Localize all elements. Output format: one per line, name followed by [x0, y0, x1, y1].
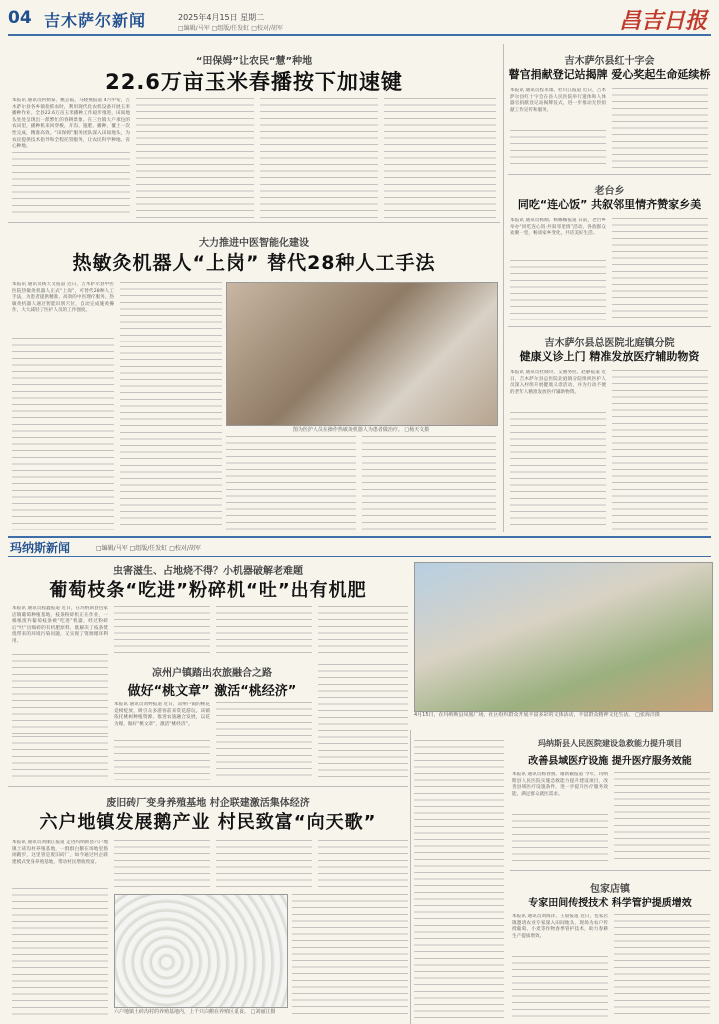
story4-kicker: 凉州户镇踏出农旅融合之路: [152, 668, 272, 679]
lead-body-col3: [260, 98, 378, 218]
right3-body-lines: [510, 412, 606, 530]
right1-headline: 瞽官捐献登记站揭牌 爱心奖起生命延续桥: [508, 68, 711, 81]
page-header: [8, 4, 711, 36]
right2-org: 老台乡: [594, 186, 625, 197]
story2-body-col3: [120, 346, 222, 530]
lead-kicker: “田保姆”让农民“慧”种地: [195, 56, 313, 67]
divider: [510, 870, 711, 871]
newspaper-logo: 昌吉日报: [618, 8, 707, 34]
right2-headline: 同吃“连心饭” 共叙邻里情齐赞家乡美: [517, 198, 702, 211]
section2-header: [8, 536, 711, 557]
moxibustion-robot-photo: [226, 282, 498, 426]
goose-farm-photo: [114, 894, 288, 1008]
right4-headline: 改善县域医疗设施 提升医疗服务效能: [528, 756, 692, 767]
story5-body-col5: [318, 840, 408, 890]
right3-body: 本报讯 通讯员杜晓玲、艾丽努拉、赵静报道 近日，吉木萨尔县总医院北庭镇分院组织医护人员深入村组开展健康义诊活动，并为行动不便的老年人精准发放医疗辅助物资。: [510, 370, 606, 395]
story3-body-lines: [12, 654, 108, 734]
story5-body-col3: [216, 840, 312, 890]
story5-headline: 六户地镇发展鹅产业 村民致富“向天歌”: [39, 812, 377, 833]
right4-body: 本报讯 通讯员杨春燕、谢新颖报道 今年，玛纳斯县人民医院实施急救能力提升建设项目，改善县域医疗设施条件，进一步提升医疗服务效能，满足群众就医需求。: [512, 772, 608, 797]
story2-body-lines: [12, 338, 114, 530]
story2-body-col4: [226, 436, 356, 530]
issue-date: 2025年4月15日 星期二: [178, 13, 265, 22]
story2-body-col5: [362, 436, 496, 530]
lead-body: 本报讯 通讯员阿勒泰、姚芸霞、马晓燕报道 4月中旬，吉木萨尔县各乡镇抢抓农时，利用现代化农机设备开展玉米播种作业。全县22.6万亩玉米播种工作稳步推进，田间地头处处呈现出一派繁忙的春耕景象。在三台镇大户承包的农田里，播种机来回穿梭，开沟、施肥、播种、覆土一次性完成，精准高效。“田保姆”服务团队深入田间地头，为农民提供技术指导和全程托管服务，让农民科学种地、省心种地。: [12, 98, 130, 150]
story4-headline: 做好“桃文章” 激活“桃经济”: [127, 684, 297, 699]
story3-headline: 葡萄枝条“吃进”粉碎机“吐”出有机肥: [49, 580, 367, 601]
lead-body-col2: [136, 98, 254, 218]
column-divider: [503, 44, 504, 532]
square-activity-photo: [414, 562, 713, 712]
page-number: 04: [8, 8, 32, 28]
section2-name: 玛纳斯新闻: [10, 541, 71, 555]
right1-body: 本报讯 通讯员程永康、杜川江报道 近日，吉木萨尔县红十字会在县人民医院举行遗体和人体器官捐献登记站揭牌仪式，进一步推动无偿捐献工作宣传和服务。: [510, 88, 606, 113]
right4-body-col2: [614, 772, 710, 862]
story4-body-col3: [318, 664, 408, 780]
story4-body-lines: [114, 740, 210, 780]
right1-body-col2: [612, 88, 708, 168]
story3-body: 本报讯 通讯员程鑫报道 近日，在玛纳斯县包家店镇葡萄种植基地，枝条粉碎机正在作业，一根根废弃葡萄枝条被“吃进”机器，经过粉碎后“吐”出细碎的有机肥原料，既解决了枝条焚烧带来的环境污染问题，又实现了资源循环利用。: [12, 606, 108, 644]
story3-body-col2: [114, 606, 210, 654]
right1-body-lines: [510, 130, 606, 168]
story5-photo-caption: 六户地镇土砖沟村的养殖基地内，上千只白鹅在养殖区觅食。 □刘丽江摄: [114, 1009, 276, 1015]
right-photo-caption: 4月15日，在玛纳斯县凤凰广场，社区组织群众开展丰富多彩的文体活动，丰富群众精神文化生活。 □张海洋摄: [414, 712, 660, 718]
divider: [508, 326, 711, 327]
section2-editor: □编辑/马军 □组版/任发虹 □校对/胡军: [96, 545, 201, 552]
right2-body: 本报讯 通讯员杨刚、杨娜娜报道 日前，老台乡举办“同吃连心饭·共叙邻里情”活动，各族群众欢聚一堂，畅谈家乡变化，共话美好生活。: [510, 218, 606, 237]
right3-org: 吉木萨尔县总医院北庭镇分院: [544, 338, 675, 349]
story5-kicker: 废旧砖厂变身养殖基地 村企联建激活集体经济: [106, 798, 310, 809]
right3-body-col2: [612, 370, 708, 530]
lead-body-col4: [384, 98, 496, 218]
divider: [8, 222, 500, 223]
right4-body-lines: [512, 814, 608, 862]
editor-line: □编辑/马军 □组版/任发虹 □校对/胡军: [178, 25, 283, 32]
lead-headline: 22.6万亩玉米春播按下加速键: [105, 70, 403, 94]
story3-kicker: 虫害滋生、占地烧不得？小机器破解老难题: [113, 566, 303, 577]
column-divider: [410, 730, 411, 1024]
right2-body-lines: [510, 260, 606, 320]
right5-org: 包家店镇: [590, 884, 630, 895]
right3-headline: 健康义诊上门 精准发放医疗辅助物资: [519, 350, 700, 363]
story2-body: 本报讯 通讯员杨天文报道 近日，吉木萨尔县中医医院热敏灸机器人正式“上岗”，可替代28种人工手法，为患者提供精准、高效的中医理疗服务。热敏灸机器人通过智能识别穴位，自动完成施灸操作，大大减轻了医护人员的工作强度。: [12, 282, 114, 314]
right5-headline: 专家田间传授技术 科学管护提质增效: [528, 898, 692, 909]
story2-headline: 热敏灸机器人“上岗” 替代28种人工手法: [72, 252, 436, 274]
right5-body: 本报讯 通讯员刘海洋、王晨报道 近日，包家店镇邀请农业专家深入田间地头，现场为农户传授葡萄、小麦等作物春季管护技术，助力春耕生产提质增效。: [512, 914, 608, 939]
story3-body-col3: [216, 606, 312, 654]
story2-body-col2: [120, 282, 222, 342]
story4-body-col2: [216, 702, 312, 780]
right5-body-col2: [614, 914, 710, 1018]
right5-body-lines: [512, 956, 608, 1018]
story5-body-col4: [292, 894, 408, 1018]
story4-body: 本报讯 通讯员刘婷报道 近日，凉州户镇的桃花竞相绽放，吸引众多游客前来赏花游玩。该镇依托桃树种植资源，推进农旅融合发展，以花为媒，做好“桃文章”，激活“桃经济”。: [114, 702, 210, 727]
right-extra-col: [414, 740, 504, 1024]
right1-org: 吉木萨尔县红十字会: [564, 56, 655, 67]
right4-org: 玛纳斯县人民医院建设急救能力提升项目: [538, 739, 682, 748]
divider: [508, 174, 711, 175]
divider: [8, 786, 408, 787]
right2-body-col2: [612, 218, 708, 320]
story5-body: 本报讯 通讯员刘丽江报道 走进玛纳斯县六户地镇土砖沟村养殖基地，一群群白鹅在场地里悠闲踱步，这里曾是废旧砖厂，如今通过村企联建模式变身养殖基地，带动村民增收致富。: [12, 840, 108, 865]
story3-body-more: [12, 736, 108, 780]
story2-photo-caption: 图为医护人员在操作热敏灸机器人为患者做治疗。 □杨天文摄: [292, 427, 430, 433]
story2-kicker: 大力推进中医智能化建设: [199, 238, 309, 249]
story3-body-col4: [318, 606, 408, 654]
story5-body-lines: [12, 888, 108, 1018]
lead-body-lines: [12, 152, 130, 218]
section-name: 吉木萨尔新闻: [44, 11, 147, 30]
story5-body-col2: [114, 840, 210, 890]
